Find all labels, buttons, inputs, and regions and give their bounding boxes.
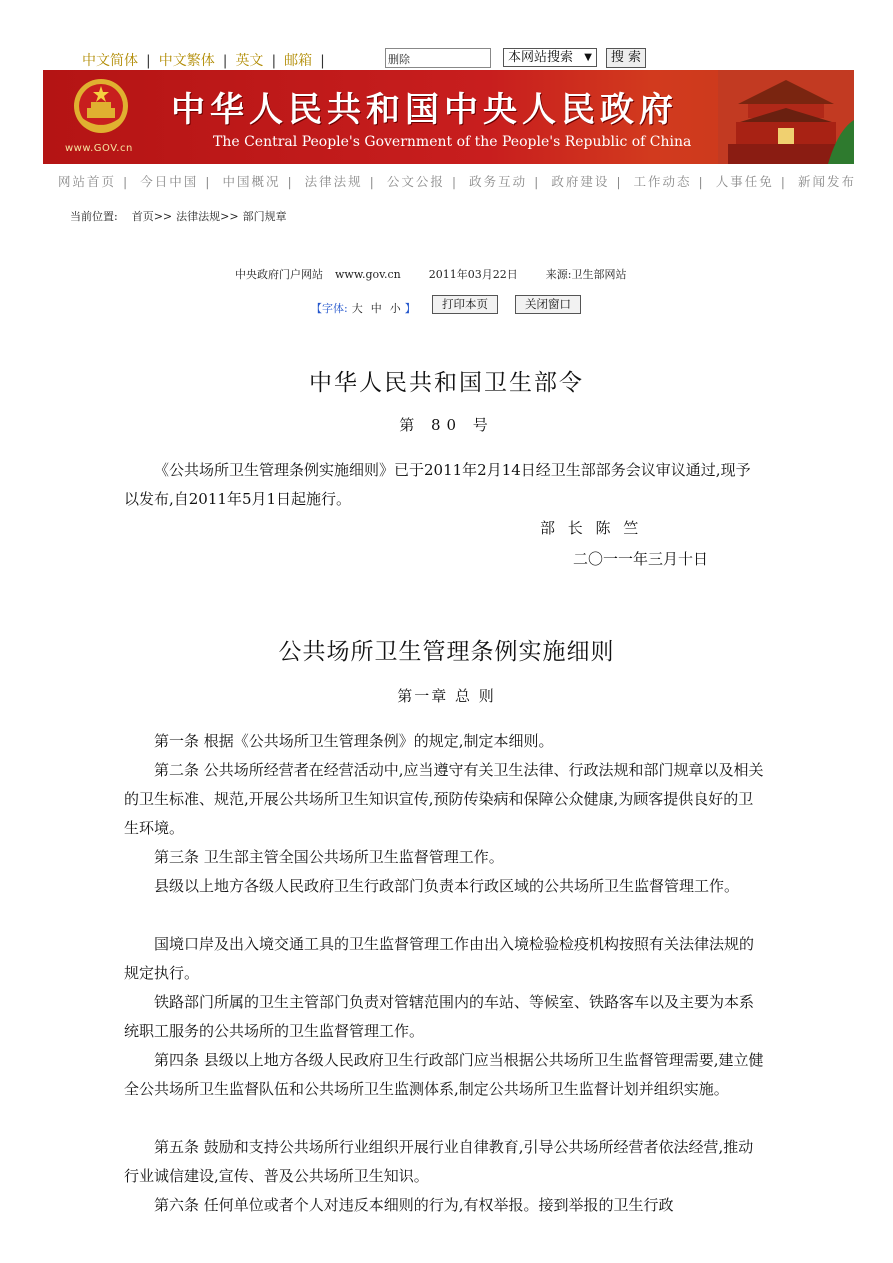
breadcrumb-home[interactable]: 首页>> [131,210,173,223]
tiananmen-gate-icon [718,70,854,164]
site-url: www.GOV.cn [65,143,133,154]
meta-url: www.gov.cn [335,268,401,281]
nav-item-work-updates[interactable]: 工作动态 [633,174,692,189]
nav-item-bulletins[interactable]: 公文公报 [386,174,445,189]
search-input-value: 删除 [388,53,410,66]
divider: | [146,53,151,69]
breadcrumb-current[interactable]: 部门规章 [242,210,287,223]
article-paragraph: 第五条 鼓励和支持公共场所行业组织开展行业自律教育,引导公共场所经营者依法经营,推动行业诚信建设,宣传、普及公共场所卫生知识。 [124,1138,754,1185]
font-size-large[interactable]: 大 [351,302,363,315]
article-paragraph: 第一条 根据《公共场所卫生管理条例》的规定,制定本细则。 [154,732,554,750]
article-paragraph: 第三条 卫生部主管全国公共场所卫生监督管理工作。 [154,848,504,866]
link-mailbox[interactable]: 邮箱 [284,53,313,69]
divider: | [320,53,325,69]
article-paragraph: 第四条 县级以上地方各级人民政府卫生行政部门应当根据公共场所卫生监督管理需要,建立健全公共场所卫生监督队伍和公共场所卫生监测体系,制定公共场所卫生监督计划并组织实施。 [124,1051,764,1098]
font-size-close: 】 [404,302,416,315]
search-scope-value: 本网站搜索 [508,50,574,65]
divider: | [451,174,457,189]
font-size-medium[interactable]: 中 [370,302,382,315]
intro-paragraph: 《公共场所卫生管理条例实施细则》已于2011年2月14日经卫生部部务会议审议通过,现予以发布,自2011年5月1日起施行。 [124,461,751,508]
search-button[interactable]: 搜 索 [606,48,646,68]
breadcrumb-label: 当前位置: [70,210,118,223]
nav-item-china-today[interactable]: 今日中国 [140,174,199,189]
order-number: 第 80 号 [399,416,494,434]
banner-title-chinese: 中华人民共和国中央人民政府 [171,90,678,130]
order-title: 中华人民共和国卫生部令 [309,370,584,396]
nav-item-interaction[interactable]: 政务互动 [469,174,528,189]
chevron-down-icon: ▼ [584,52,592,63]
divider: | [205,174,210,189]
article-paragraph: 第二条 公共场所经营者在经营活动中,应当遵守有关卫生法律、行政法规和部门规章以及相关的卫生标准、规范,开展公共场所卫生知识宣传,预防传染病和保障公众健康,为顾客提供良好的卫生环境。 [124,761,764,837]
national-emblem-icon [73,78,129,134]
article-paragraph: 国境口岸及出入境交通工具的卫生监督管理工作由出入境检验检疫机构按照有关法律法规的规定执行。 [124,935,755,982]
main-nav [58,172,856,190]
close-window-button[interactable]: 关闭窗口 [515,295,581,314]
chapter-title: 第一章 总 则 [397,687,496,705]
meta-site: 中央政府门户网站 [235,268,323,281]
link-simplified-chinese[interactable]: 中文简体 [82,53,138,69]
site-banner [43,70,854,164]
nav-item-gov-building[interactable]: 政府建设 [551,174,610,189]
nav-item-news[interactable]: 新闻发布 [797,174,856,189]
divider: | [534,174,539,189]
search-scope-select[interactable] [503,48,597,67]
divider: | [698,174,703,189]
meta-source: 来源:卫生部网站 [545,268,627,281]
font-size-label: 【字体: [311,302,348,315]
nav-item-laws[interactable]: 法律法规 [304,174,363,189]
signer: 部 长 陈 竺 [540,519,643,537]
article-paragraph: 县级以上地方各级人民政府卫生行政部门负责本行政区域的公共场所卫生监督管理工作。 [154,877,740,895]
link-english[interactable]: 英文 [235,53,264,69]
divider: | [222,53,228,69]
article-meta [235,266,654,282]
link-traditional-chinese[interactable]: 中文繁体 [158,53,215,69]
breadcrumb-laws[interactable]: 法律法规>> [176,210,239,223]
banner-title-english: The Central People's Government of the People's Republic of China [213,134,692,150]
nav-item-china-overview[interactable]: 中国概况 [222,174,281,189]
divider: | [287,174,292,189]
print-button[interactable]: 打印本页 [432,295,498,314]
divider: | [369,174,374,189]
regulations-title: 公共场所卫生管理条例实施细则 [278,639,615,665]
search-input[interactable] [385,48,491,68]
nav-item-home[interactable]: 网站首页 [58,174,117,189]
divider: | [616,174,621,189]
language-links [82,50,333,70]
divider: | [123,174,128,189]
sign-date: 二〇一一年三月十日 [573,550,709,568]
meta-date: 2011年03月22日 [428,268,518,281]
divider: | [780,174,785,189]
divider: | [271,53,277,69]
article-paragraph: 第六条 任何单位或者个人对违反本细则的行为,有权举报。接到举报的卫生行政 [154,1196,674,1214]
breadcrumb [70,208,291,224]
font-size-control [311,300,416,316]
nav-item-appointments[interactable]: 人事任免 [715,174,774,189]
article-paragraph: 铁路部门所属的卫生主管部门负责对管辖范围内的车站、等候室、铁路客车以及主要为本系统职工服务的公共场所的卫生监督管理工作。 [124,993,755,1040]
font-size-small[interactable]: 小 [389,302,401,315]
